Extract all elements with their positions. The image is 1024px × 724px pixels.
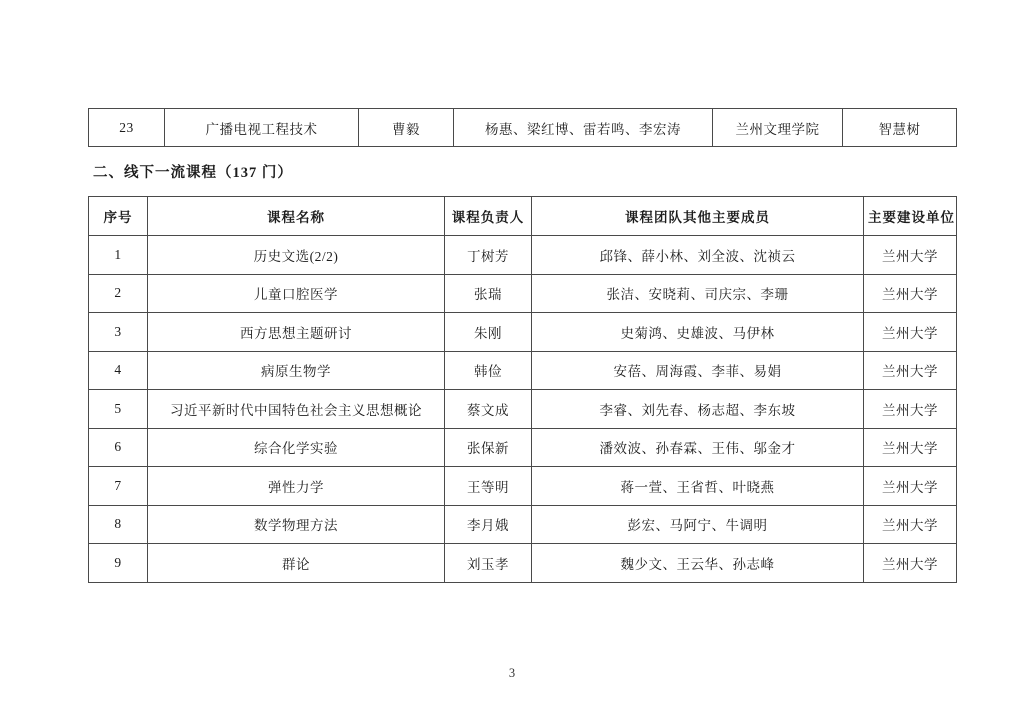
cell-course-leader: 丁树芳 xyxy=(445,236,532,275)
table-row xyxy=(89,351,957,390)
cell-seq: 5 xyxy=(89,390,148,429)
header-course-name: 课程名称 xyxy=(148,197,445,236)
cell-team-members: 安蓓、周海霞、李菲、易娟 xyxy=(532,351,864,390)
offline-courses-table xyxy=(88,196,957,583)
cell-team-members: 邱锋、薛小林、刘全波、沈祯云 xyxy=(532,236,864,275)
cell-course-leader: 曹毅 xyxy=(359,109,454,147)
cell-course-name: 综合化学实验 xyxy=(148,428,445,467)
cell-seq: 9 xyxy=(89,544,148,583)
cell-seq: 7 xyxy=(89,467,148,506)
cell-course-name: 数学物理方法 xyxy=(148,505,445,544)
cell-course-name: 西方思想主题研讨 xyxy=(148,313,445,352)
cell-team-members: 杨惠、梁红博、雷若鸣、李宏涛 xyxy=(454,109,713,147)
table-row xyxy=(89,428,957,467)
cell-unit: 兰州大学 xyxy=(864,428,957,467)
table-row xyxy=(89,109,957,147)
cell-unit: 兰州文理学院 xyxy=(713,109,843,147)
table-row xyxy=(89,467,957,506)
cell-unit: 兰州大学 xyxy=(864,544,957,583)
cell-course-leader: 张瑞 xyxy=(445,274,532,313)
header-course-leader: 课程负责人 xyxy=(445,197,532,236)
page-number: 3 xyxy=(508,666,516,680)
table-row xyxy=(89,274,957,313)
table-row xyxy=(89,236,957,275)
cell-course-name: 弹性力学 xyxy=(148,467,445,506)
cell-team-members: 李睿、刘先春、杨志超、李东坡 xyxy=(532,390,864,429)
table-row xyxy=(89,544,957,583)
cell-course-name: 群论 xyxy=(148,544,445,583)
table-row xyxy=(89,390,957,429)
header-unit: 主要建设单位 xyxy=(864,197,957,236)
online-courses-table-continuation xyxy=(88,108,957,147)
header-seq: 序号 xyxy=(89,197,148,236)
cell-team-members: 张洁、安晓莉、司庆宗、李珊 xyxy=(532,274,864,313)
cell-seq: 6 xyxy=(89,428,148,467)
table-row xyxy=(89,313,957,352)
cell-course-leader: 朱刚 xyxy=(445,313,532,352)
cell-course-leader: 李月娥 xyxy=(445,505,532,544)
cell-course-leader: 张保新 xyxy=(445,428,532,467)
cell-course-name: 儿童口腔医学 xyxy=(148,274,445,313)
cell-team-members: 史菊鸿、史雄波、马伊林 xyxy=(532,313,864,352)
cell-seq: 1 xyxy=(89,236,148,275)
cell-unit: 兰州大学 xyxy=(864,351,957,390)
cell-course-name: 广播电视工程技术 xyxy=(165,109,359,147)
cell-team-members: 蒋一萱、王省哲、叶晓燕 xyxy=(532,467,864,506)
cell-platform: 智慧树 xyxy=(843,109,957,147)
cell-course-leader: 王等明 xyxy=(445,467,532,506)
cell-seq: 2 xyxy=(89,274,148,313)
cell-unit: 兰州大学 xyxy=(864,390,957,429)
table-header-row xyxy=(89,197,957,236)
cell-course-name: 历史文选(2/2) xyxy=(148,236,445,275)
cell-course-leader: 刘玉孝 xyxy=(445,544,532,583)
cell-unit: 兰州大学 xyxy=(864,505,957,544)
cell-seq: 3 xyxy=(89,313,148,352)
cell-course-leader: 韩俭 xyxy=(445,351,532,390)
cell-team-members: 彭宏、马阿宁、牛调明 xyxy=(532,505,864,544)
cell-unit: 兰州大学 xyxy=(864,274,957,313)
table-row xyxy=(89,505,957,544)
cell-unit: 兰州大学 xyxy=(864,467,957,506)
cell-course-name: 病原生物学 xyxy=(148,351,445,390)
cell-course-name: 习近平新时代中国特色社会主义思想概论 xyxy=(148,390,445,429)
cell-team-members: 魏少文、王云华、孙志峰 xyxy=(532,544,864,583)
cell-seq: 8 xyxy=(89,505,148,544)
header-team-members: 课程团队其他主要成员 xyxy=(532,197,864,236)
cell-unit: 兰州大学 xyxy=(864,313,957,352)
cell-team-members: 潘效波、孙春霖、王伟、邬金才 xyxy=(532,428,864,467)
cell-seq: 4 xyxy=(89,351,148,390)
section-heading: 二、线下一流课程（137 门） xyxy=(93,165,293,181)
cell-course-leader: 蔡文成 xyxy=(445,390,532,429)
cell-seq: 23 xyxy=(89,109,165,147)
cell-unit: 兰州大学 xyxy=(864,236,957,275)
